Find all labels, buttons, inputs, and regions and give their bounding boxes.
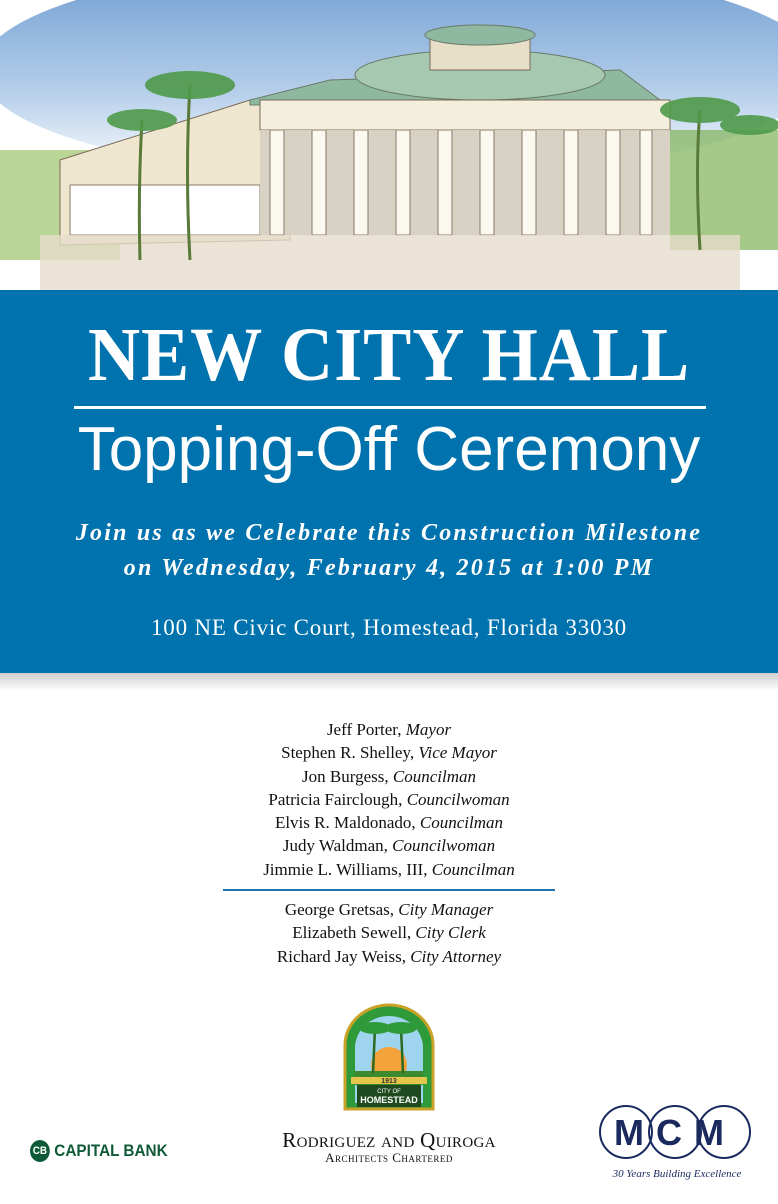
official-entry — [0, 860, 778, 883]
invite-line-2: on Wednesday, February 4, 2015 at 1:00 PM — [123, 555, 655, 581]
official-entry — [0, 813, 778, 836]
officials-divider — [223, 889, 555, 891]
event-address: 100 NE Civic Court, Homestead, Florida 33030 — [151, 615, 627, 640]
capital-bank-name: CAPITAL BANK — [54, 1141, 168, 1160]
seal-line-2: HOMESTEAD — [360, 1095, 418, 1105]
official-entry — [0, 720, 778, 743]
official-name: Stephen R. Shelley, — [281, 743, 419, 763]
official-name: Judy Waldman, — [282, 836, 393, 856]
staff-name: Richard Jay Weiss, — [276, 946, 411, 966]
mcm-letters: MCM — [614, 1112, 736, 1153]
city-hall-illustration — [0, 0, 778, 292]
staff-entry — [0, 947, 778, 970]
staff-name: George Gretsas, — [284, 900, 399, 920]
title-divider — [74, 406, 706, 409]
staff-name: Elizabeth Sewell, — [292, 923, 416, 943]
official-entry — [0, 836, 778, 859]
invite-line-1: Join us as we Celebrate this Construction Milestone — [75, 520, 703, 546]
official-name: Jimmie L. Williams, III, — [263, 859, 432, 879]
mcm-logo — [598, 1104, 752, 1173]
official-name: Patricia Fairclough, — [268, 789, 407, 809]
official-name: Elvis R. Maldonado, — [274, 813, 420, 833]
official-role: Mayor — [405, 720, 452, 739]
official-role: Councilman — [419, 813, 504, 833]
architect-subtitle: Architects Chartered — [325, 1150, 453, 1165]
staff-entry — [0, 900, 778, 923]
architect-name: Rodriguez and Quiroga — [282, 1128, 496, 1152]
staff-role: City Manager — [398, 900, 494, 920]
official-role: Councilwoman — [392, 836, 496, 856]
officials-list — [0, 720, 778, 970]
seal-year: 1913 — [381, 1078, 397, 1085]
staff-role: City Attorney — [410, 946, 502, 966]
banner-shadow — [0, 673, 778, 691]
official-role: Councilman — [431, 859, 515, 879]
staff-role: City Clerk — [415, 923, 486, 943]
official-role: Councilman — [392, 766, 476, 786]
mcm-tagline: 30 Years Building Excellence — [612, 1168, 742, 1180]
event-banner — [0, 290, 778, 673]
official-role: Vice Mayor — [418, 743, 497, 763]
official-name: Jeff Porter, — [326, 720, 406, 739]
capital-bank-icon: CB — [30, 1140, 50, 1162]
seal-line-1: CITY OF — [377, 1089, 401, 1095]
official-entry — [0, 743, 778, 766]
official-entry — [0, 790, 778, 813]
event-subtitle: Topping-Off Ceremony — [77, 415, 701, 484]
official-entry — [0, 767, 778, 790]
official-role: Councilwoman — [406, 789, 510, 809]
city-of-homestead-seal — [343, 1003, 435, 1116]
event-title: NEW CITY HALL — [87, 313, 691, 397]
staff-entry — [0, 923, 778, 946]
official-name: Jon Burgess, — [302, 766, 393, 786]
